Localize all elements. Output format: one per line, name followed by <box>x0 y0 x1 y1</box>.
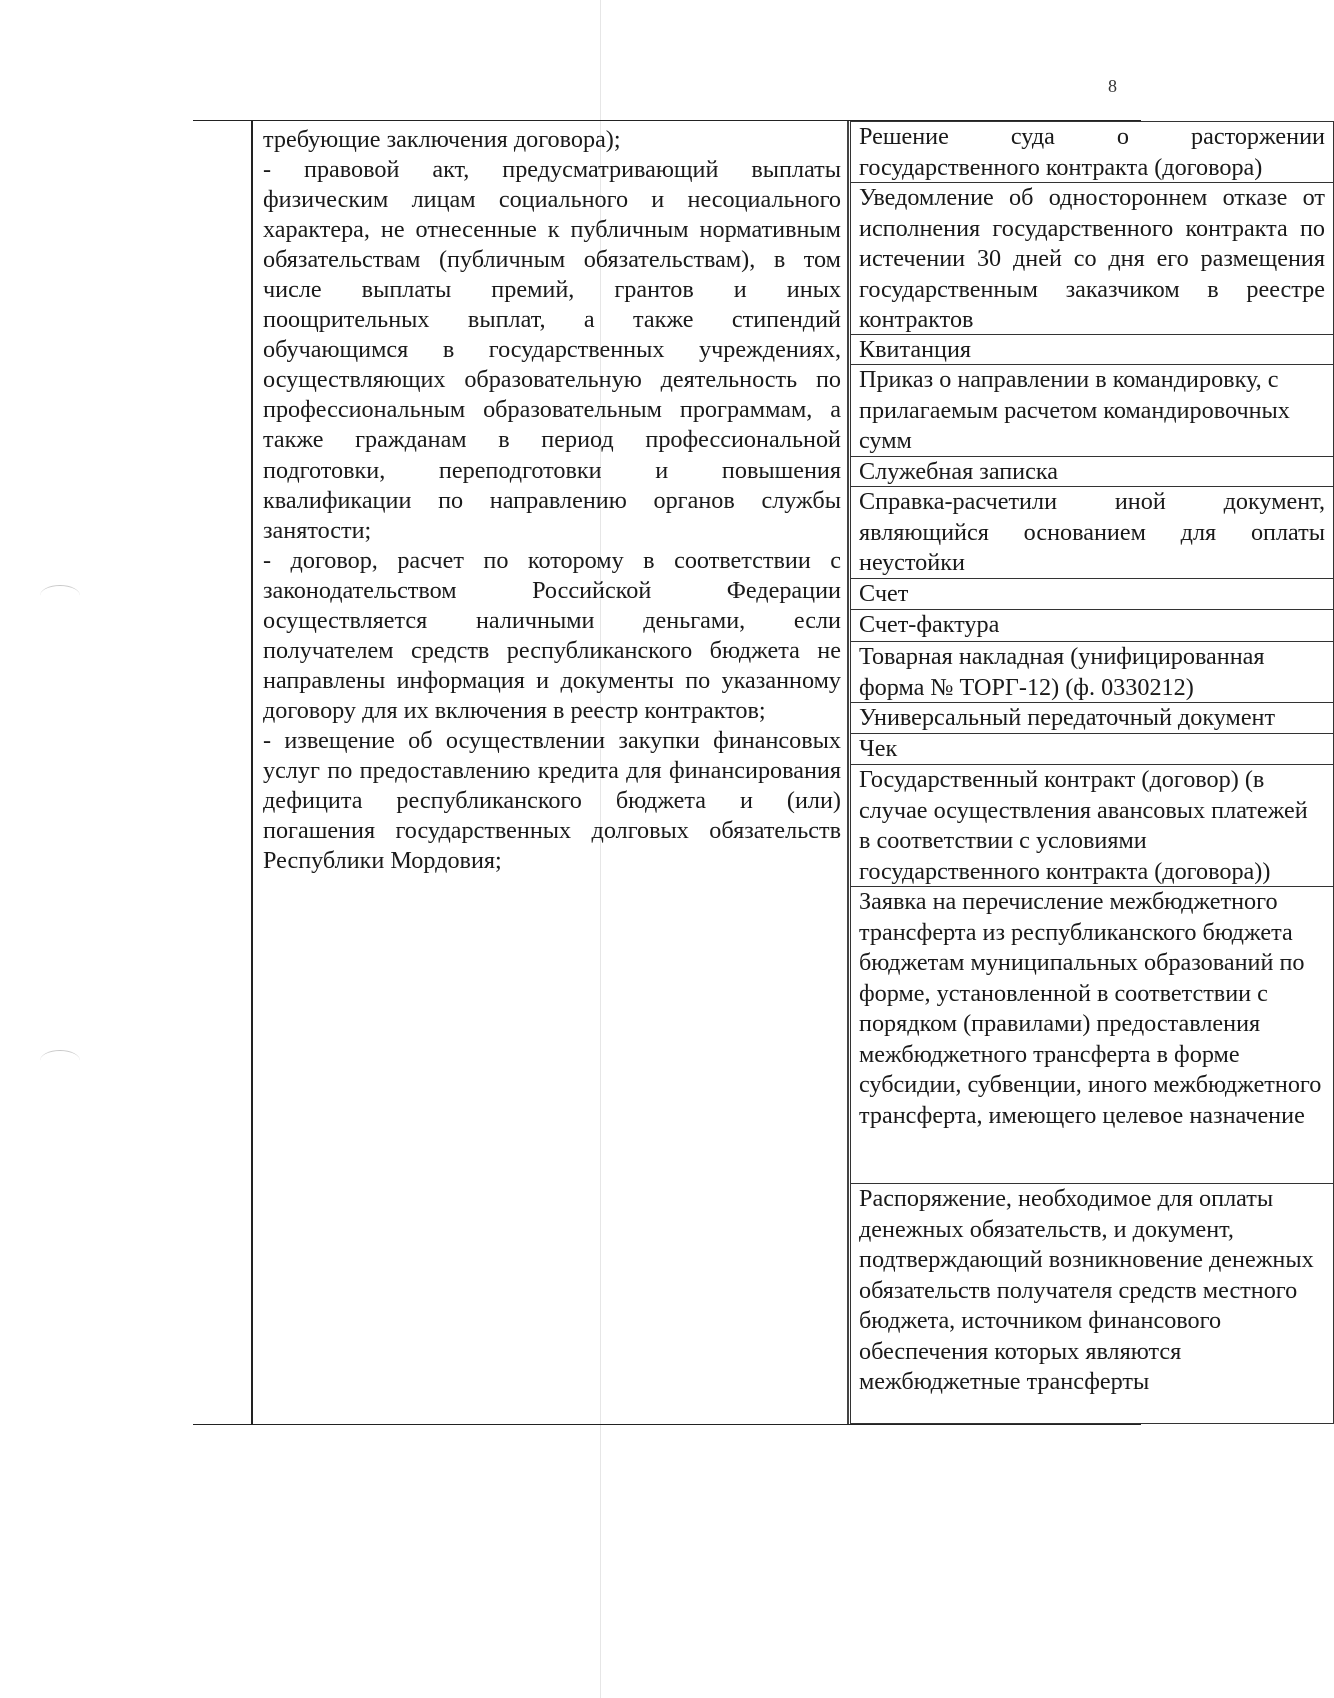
table-cell: Товарная накладная (унифицированная форма № ТОРГ-12) (ф. 0330212) <box>850 641 1334 703</box>
supporting-documents-column <box>850 121 1334 1424</box>
table-column-divider <box>251 121 253 1424</box>
table-cell: Приказ о направлении в командировку, с прилагаемым расчетом командировочных сумм <box>850 364 1334 457</box>
table-cell: Служебная записка <box>850 456 1334 487</box>
document-table <box>193 120 1325 1425</box>
list-item: требующие заключения договора); <box>263 126 621 153</box>
punch-hole-mark <box>40 1050 80 1071</box>
table-cell: Государственный контракт (договор) (в случае осуществления авансовых платежей в соответствии с условиями государственного контракта (договора)) <box>850 764 1334 887</box>
list-item: - договор, расчет по которому в соответствии с законодательством Российской Федерации осуществляется наличными деньгами, если получателем средств республиканского бюджета не направлены информация и документы по указанному договору для их включения в реестр контрактов; <box>263 546 841 724</box>
list-item: - извещение об осуществлении закупки финансовых услуг по предоставлению кредита для финансирования дефицита республиканского бюджета и (или) погашения государственных долговых обязательств Республики Мордовия; <box>263 726 841 875</box>
table-cell: Решение суда о расторжении государственного контракта (договора) <box>850 121 1334 183</box>
table-cell: Универсальный передаточный документ <box>850 702 1334 734</box>
punch-hole-mark <box>40 585 80 606</box>
table-cell: Справка-расчетили иной документ, являющийся основанием для оплаты неустойки <box>850 486 1334 579</box>
table-cell: Распоряжение, необходимое для оплаты денежных обязательств, и документ, подтверждающий возникновение денежных обязательств получателя средств местного бюджета, источником финансового обеспечения которых являются межбюджетные трансферты <box>850 1183 1334 1424</box>
table-cell: Счет-фактура <box>850 609 1334 642</box>
table-cell: Заявка на перечисление межбюджетного трансферта из республиканского бюджета бюджетам муниципальных образований по форме, установленной в соответствии с порядком (правилами) предоставления межбюджетного трансферта в форме субсидии, субвенции, иного межбюджетного трансферта, имеющего целевое назначение <box>850 886 1334 1184</box>
page-number: 8 <box>1108 76 1117 96</box>
table-cell: Квитанция <box>850 334 1334 365</box>
document-list-column <box>263 125 841 876</box>
list-item: - правовой акт, предусматривающий выплаты физическим лицам социального и несоциального характера, не отнесенные к публичным нормативным обязательствам (публичным обязательствам), в том числе выплаты премий, грантов и иных поощрительных выплат, а также стипендий обучающимся в государственных учреждениях, осуществляющих образовательную деятельность по профессиональным образовательным программам, а также гражданам в период профессиональной подготовки, переподготовки и повышения квалификации по направлению органов службы занятости; <box>263 156 841 544</box>
table-cell: Чек <box>850 733 1334 765</box>
table-cell: Уведомление об одностороннем отказе от исполнения государственного контракта по истечении 30 дней со дня его размещения государственным заказчиком в реестре контрактов <box>850 182 1334 335</box>
table-column-divider <box>847 121 849 1424</box>
table-cell: Счет <box>850 578 1334 610</box>
